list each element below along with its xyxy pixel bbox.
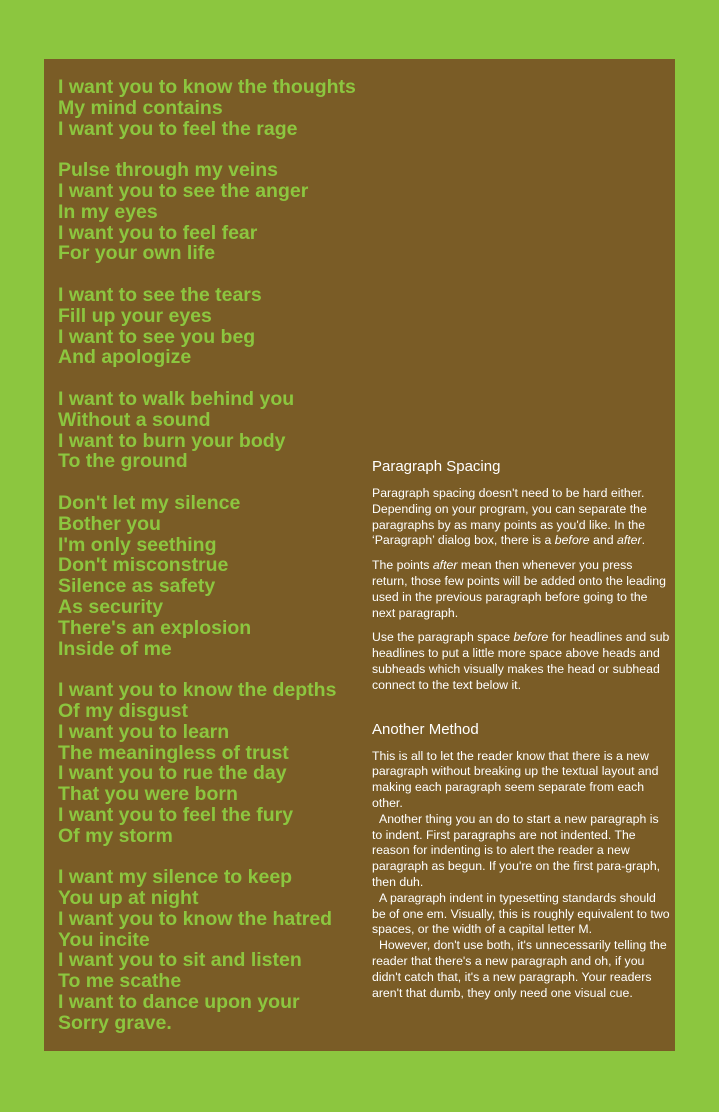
poem-line: The meaningless of trust — [58, 741, 289, 764]
poem-stanza — [58, 867, 376, 1033]
poem-line: Don't let my silence — [58, 491, 241, 514]
poem — [58, 77, 376, 1054]
poem-line: Don't misconstrue — [58, 554, 229, 577]
poem-line: I want you to feel the fury — [58, 803, 294, 826]
poem-line: I want you to feel fear — [58, 221, 258, 244]
poem-line: I want you to feel the rage — [58, 117, 298, 140]
poem-line: Inside of me — [58, 637, 172, 660]
poem-line: As security — [58, 595, 164, 618]
article-paragraph: A paragraph indent in typesetting standards should be of one em. Visually, this is roughly equivalent to two spaces, or the width of a capital letter M. — [372, 890, 670, 937]
poem-line: I want you to know the thoughts — [58, 76, 356, 98]
article-paragraph: The points after mean then whenever you press return, those few points will be added onto the leading used in the previous paragraph before going to the next paragraph. — [372, 558, 666, 620]
poem-stanza — [58, 493, 376, 659]
poem-line: I want to see you beg — [58, 325, 256, 348]
content-panel — [44, 59, 675, 1051]
poem-line: Of my storm — [58, 824, 173, 847]
poem-line: I'm only seething — [58, 533, 217, 556]
poem-line: I want to see the tears — [58, 283, 262, 306]
poem-stanza — [58, 160, 376, 264]
poem-line: Sorry grave. — [58, 1011, 172, 1034]
poem-line: To the ground — [58, 450, 188, 473]
poem-line: In my eyes — [58, 200, 158, 223]
poem-line: I want my silence to keep — [58, 866, 293, 889]
poem-line: For your own life — [58, 242, 216, 265]
article-paragraph: Another thing you an do to start a new paragraph is to indent. First paragraphs are not indented. The reason for indenting is to alert the reader a new paragraph as begun. If you're on the first para-graph, then duh. — [372, 811, 661, 889]
article-paragraph: However, don't use both, it's unnecessarily telling the reader that there's a new paragraph and oh, if you didn't catch that, it's a new paragraph. Your readers aren't that dumb, they only need one visual cue. — [372, 938, 667, 1000]
article-paragraph: Use the paragraph space before for headlines and sub headlines to put a little more space above heads and subheads which visually makes the head or subhead connect to the text below it. — [372, 630, 670, 692]
poem-line: I want you to know the hatred — [58, 907, 333, 930]
poem-line: I want you to rue the day — [58, 762, 287, 785]
poem-line: I want to burn your body — [58, 429, 286, 452]
poem-line: My mind contains — [58, 96, 223, 119]
poem-line: You incite — [58, 928, 150, 951]
poem-line: Of my disgust — [58, 699, 189, 722]
poem-line: Pulse through my veins — [58, 159, 278, 182]
poem-line: You up at night — [58, 887, 199, 910]
poem-line: Fill up your eyes — [58, 304, 212, 327]
poem-line: That you were born — [58, 783, 238, 806]
poem-line: I want you to see the anger — [58, 179, 309, 202]
poem-line: I want you to know the depths — [58, 679, 337, 702]
poem-stanza — [58, 389, 376, 472]
poem-line: And apologize — [58, 346, 192, 369]
poem-stanza — [58, 680, 376, 846]
poem-line: I want you to sit and listen — [58, 949, 302, 972]
poem-line: I want to walk behind you — [58, 387, 295, 410]
poem-line: Silence as safety — [58, 575, 216, 598]
section-heading: Another Method — [372, 720, 479, 738]
poem-line: Without a sound — [58, 408, 211, 431]
article — [372, 457, 670, 1001]
poem-stanza — [58, 285, 376, 368]
poem-line: There's an explosion — [58, 616, 252, 639]
poem-line: To me scathe — [58, 970, 182, 993]
article-paragraph: Paragraph spacing doesn't need to be hard either. Depending on your program, you can separate the paragraphs by as many points as you'd like. In the ‘Paragraph’ dialog box, there is a before and after. — [372, 486, 647, 548]
poem-line: I want you to learn — [58, 720, 230, 743]
poem-stanza — [58, 77, 376, 139]
section-heading: Paragraph Spacing — [372, 458, 501, 475]
poem-line: I want to dance upon your — [58, 991, 300, 1014]
article-paragraph: This is all to let the reader know that there is a new paragraph without breaking up the textual layout and making each paragraph seem separate from each other. — [372, 748, 659, 810]
poem-line: Bother you — [58, 512, 161, 535]
section-gap — [372, 703, 670, 720]
